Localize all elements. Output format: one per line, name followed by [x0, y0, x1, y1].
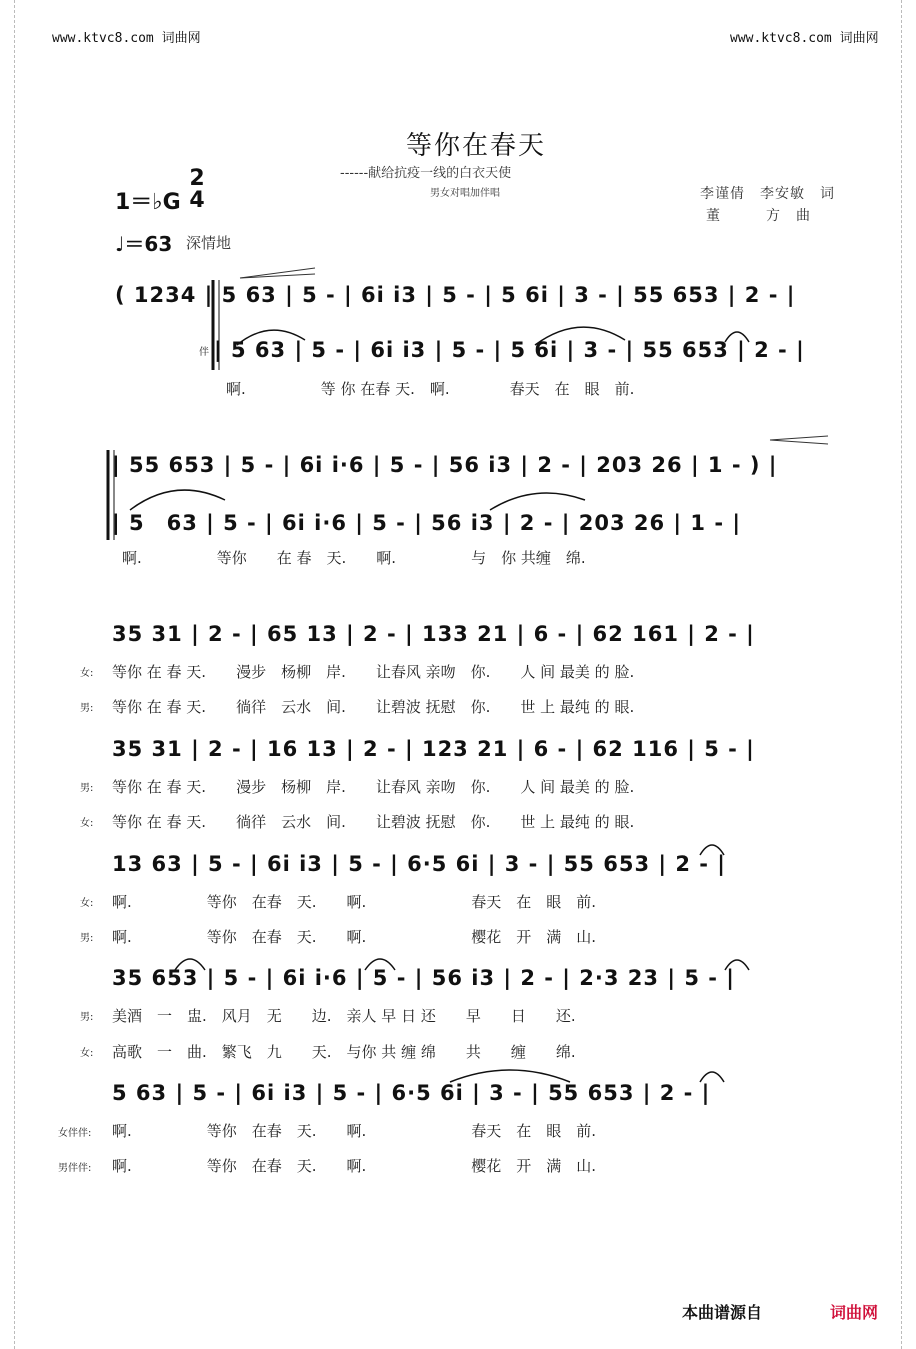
lyric-row-12: 啊. 等你 在春 天. 啊. 樱花 开 满 山. — [112, 1157, 597, 1175]
lyric-row-3: 等你 在 春 天. 漫步 杨柳 岸. 让春风 亲吻 你. 人 间 最美 的 脸. — [112, 663, 635, 681]
lyric-row-7: 啊. 等你 在春 天. 啊. 春天 在 眼 前. — [112, 893, 597, 911]
tempo-marking: ♩＝63 — [115, 232, 173, 256]
score-row-1: ( 1234 | 5 63 | 5 - | 6i i3 | 5 - | 5 6i | 3 - | 55 653 | 2 - | — [115, 283, 796, 307]
footer-source-label: 本曲谱源自 — [682, 1303, 763, 1322]
song-subtitle: ------献给抗疫一线的白衣天使 — [340, 166, 512, 181]
lyric-row-6: 等你 在 春 天. 徜徉 云水 间. 让碧波 抚慰 你. 世 上 最纯 的 眼. — [112, 813, 635, 831]
score-row-3: | 55 653 | 5 - | 6i i·6 | 5 - | 56 i3 | 2 - | 203 26 | 1 - ) | — [112, 453, 778, 477]
lyric-role-9: 男: — [80, 1012, 94, 1023]
lyric-row-2: 啊. 等你 在 春 天. 啊. 与 你 共缠 绵. — [122, 549, 586, 567]
score-row-8: 35 653 | 5 - | 6i i·6 | 5 - | 56 i3 | 2 - | 2·3 23 | 5 - | — [112, 966, 735, 990]
lyric-role-4: 男: — [80, 703, 94, 714]
lyricist-credit: 李谨倩 李安敏 词 — [700, 186, 835, 202]
lyric-row-10: 高歌 一 曲. 繁飞 九 天. 与你 共 缠 绵 共 缠 绵. — [112, 1043, 576, 1061]
lyric-role-3: 女: — [80, 668, 94, 679]
footer-brand-link[interactable]: 词曲网 — [830, 1303, 879, 1322]
lyric-role-11: 女伴伴: — [58, 1128, 92, 1139]
lyric-role-8: 男: — [80, 933, 94, 944]
lyric-role-12: 男伴伴: — [58, 1163, 92, 1174]
score-row-2: | 5 63 | 5 - | 6i i3 | 5 - | 5 6i | 3 - | 55 653 | 2 - | — [214, 338, 805, 362]
time-bottom: 4 — [189, 188, 205, 213]
time-top: 2 — [189, 166, 205, 191]
composer-credit: 董 方 曲 — [706, 208, 811, 224]
row-2-role: 伴 — [199, 347, 209, 358]
score-row-5: 35 31 | 2 - | 65 13 | 2 - | 133 21 | 6 - | 62 161 | 2 - | — [112, 622, 755, 646]
lyric-role-7: 女: — [80, 898, 94, 909]
score-row-7: 13 63 | 5 - | 6i i3 | 5 - | 6·5 6i | 3 - | 55 653 | 2 - | — [112, 852, 726, 876]
lyric-row-5: 等你 在 春 天. 漫步 杨柳 岸. 让春风 亲吻 你. 人 间 最美 的 脸. — [112, 778, 635, 796]
site-link-left[interactable]: www.ktvc8.com 词曲网 — [52, 31, 201, 46]
score-row-6: 35 31 | 2 - | 16 13 | 2 - | 123 21 | 6 - | 62 116 | 5 - | — [112, 737, 755, 761]
lyric-row-1: 啊. 等 你 在春 天. 啊. 春天 在 眼 前. — [226, 380, 635, 398]
lyric-row-8: 啊. 等你 在春 天. 啊. 樱花 开 满 山. — [112, 928, 597, 946]
lyric-row-11: 啊. 等你 在春 天. 啊. 春天 在 眼 前. — [112, 1122, 597, 1140]
song-title: 等你在春天 — [406, 131, 547, 161]
lyric-role-5: 男: — [80, 783, 94, 794]
lyric-row-9: 美酒 一 盅. 风月 无 边. 亲人 早 日 还 早 日 还. — [112, 1007, 576, 1025]
song-performance-note: 男女对唱加伴唱 — [430, 188, 500, 199]
key-signature: 1＝♭G — [115, 190, 181, 215]
site-link-right[interactable]: www.ktvc8.com 词曲网 — [730, 31, 879, 46]
lyric-row-4: 等你 在 春 天. 徜徉 云水 间. 让碧波 抚慰 你. 世 上 最纯 的 眼. — [112, 698, 635, 716]
lyric-role-6: 女: — [80, 818, 94, 829]
score-row-4: | 5 63 | 5 - | 6i i·6 | 5 - | 56 i3 | 2 - | 203 26 | 1 - | — [112, 511, 742, 535]
lyric-role-10: 女: — [80, 1048, 94, 1059]
score-row-9: 5 63 | 5 - | 6i i3 | 5 - | 6·5 6i | 3 - | 55 653 | 2 - | — [112, 1081, 711, 1105]
expression-marking: 深情地 — [186, 234, 232, 252]
